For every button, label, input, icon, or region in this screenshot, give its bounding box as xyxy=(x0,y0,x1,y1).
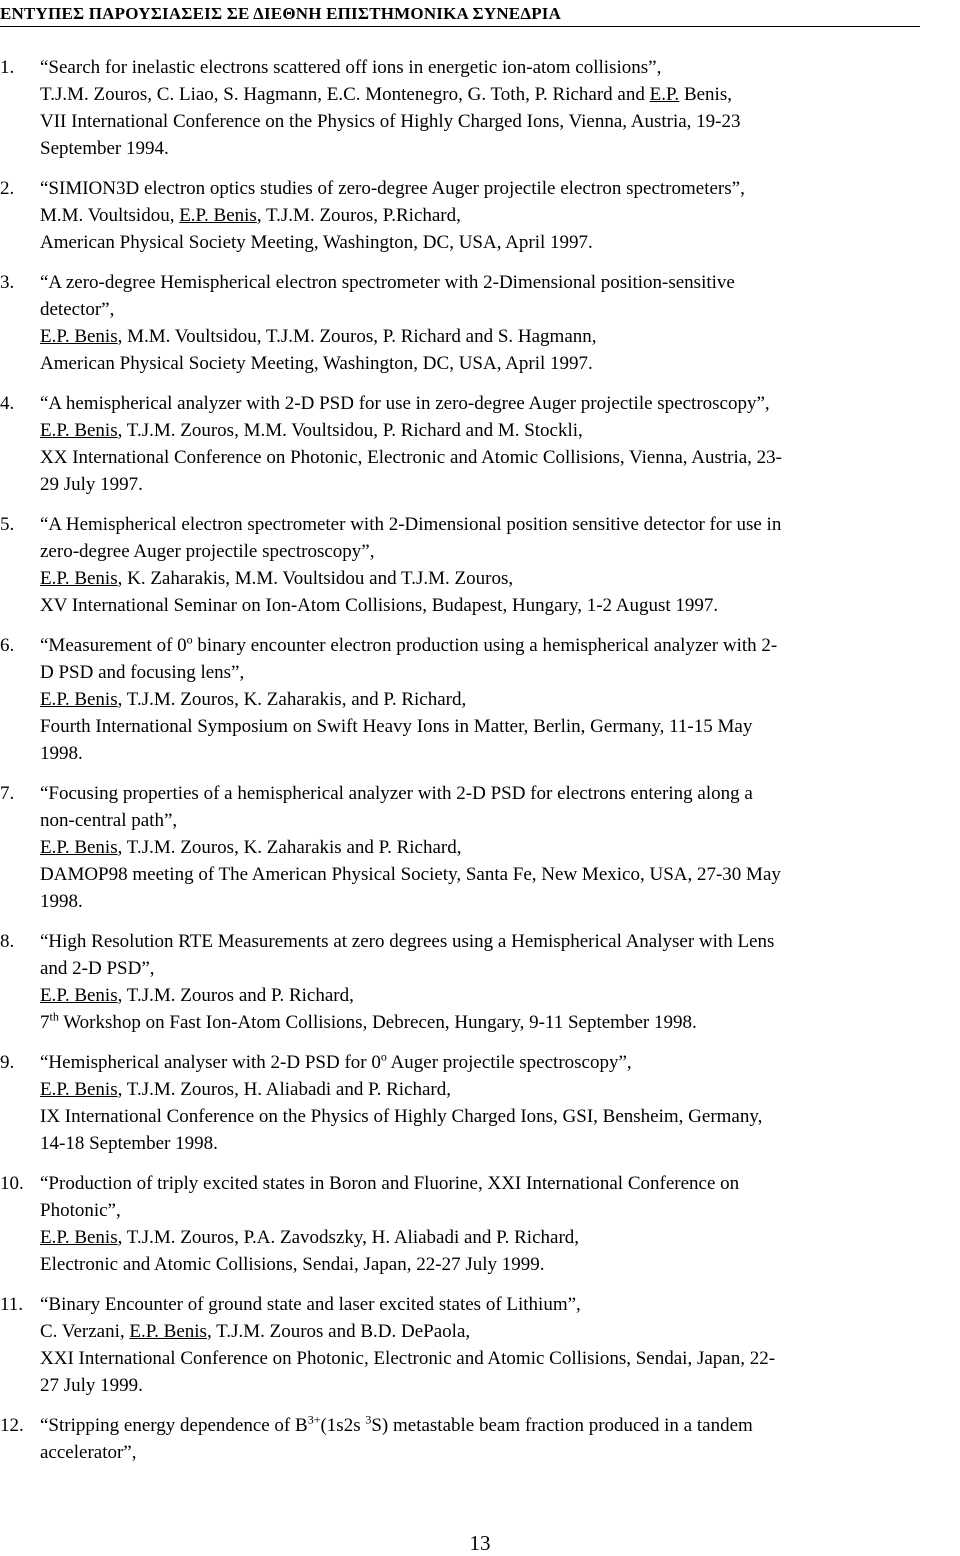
underlined-author: E.P. Benis xyxy=(40,689,118,710)
text-segment: , T.J.M. Zouros, K. Zaharakis and P. Richard, xyxy=(117,837,462,858)
publication-entry xyxy=(0,780,960,915)
publication-entry xyxy=(0,175,960,256)
entry-line xyxy=(40,592,958,619)
text-segment: , M.M. Voultsidou, T.J.M. Zouros, P. Richard and S. Hagmann, xyxy=(117,326,597,347)
entry-body xyxy=(40,1412,960,1466)
entry-line xyxy=(40,888,958,915)
entry-line xyxy=(40,390,958,417)
text-segment: XV International Seminar on Ion-Atom Collisions, Budapest, Hungary, 1-2 August 1997. xyxy=(40,595,719,616)
entry-body xyxy=(40,390,960,498)
text-segment: Auger projectile spectroscopy”, xyxy=(386,1052,632,1073)
publication-entry xyxy=(0,511,960,619)
underlined-author: E.P. Benis xyxy=(40,1079,118,1100)
text-segment: D PSD and focusing lens”, xyxy=(40,662,245,683)
text-segment: detector”, xyxy=(40,299,115,320)
text-segment: “Binary Encounter of ground state and laser excited states of Lithium”, xyxy=(40,1294,581,1315)
entry-line xyxy=(40,659,958,686)
superscript: th xyxy=(49,1009,59,1024)
text-segment: accelerator”, xyxy=(40,1442,137,1463)
publication-entry xyxy=(0,269,960,377)
text-segment: binary encounter electron production using a hemispherical analyzer with 2- xyxy=(192,635,778,656)
entry-line xyxy=(40,834,958,861)
entry-line xyxy=(40,1439,958,1466)
entry-line xyxy=(40,1130,958,1157)
text-segment: zero-degree Auger projectile spectroscopy”, xyxy=(40,541,375,562)
entry-line xyxy=(40,417,958,444)
underlined-author: E.P. Benis xyxy=(40,420,118,441)
text-segment: 27 July 1999. xyxy=(40,1375,143,1396)
text-segment: Fourth International Symposium on Swift Heavy Ions in Matter, Berlin, Germany, 11-15 May xyxy=(40,716,753,737)
text-segment: 7 xyxy=(40,1012,50,1033)
entry-body xyxy=(40,54,960,162)
entry-body xyxy=(40,780,960,915)
entry-line xyxy=(40,229,958,256)
text-segment: XXI International Conference on Photonic, Electronic and Atomic Collisions, Sendai, Japan, 22- xyxy=(40,1348,776,1369)
text-segment: “Measurement of 0 xyxy=(40,635,187,656)
entry-body xyxy=(40,1170,960,1278)
entry-body xyxy=(40,269,960,377)
underlined-author: E.P. xyxy=(649,84,680,105)
entry-line xyxy=(40,713,958,740)
underlined-author: E.P. Benis xyxy=(129,1321,207,1342)
entry-line xyxy=(40,350,958,377)
entry-line xyxy=(40,740,958,767)
text-segment: , T.J.M. Zouros, K. Zaharakis, and P. Richard, xyxy=(117,689,467,710)
text-segment: VII International Conference on the Physics of Highly Charged Ions, Vienna, Austria, 19-23 xyxy=(40,111,741,132)
publication-entry xyxy=(0,1049,960,1157)
superscript: 3+ xyxy=(307,1412,321,1427)
entry-line xyxy=(40,269,958,296)
text-segment: “A Hemispherical electron spectrometer with 2-Dimensional position sensitive detector for use in xyxy=(40,514,782,535)
entry-line xyxy=(40,511,958,538)
entry-line xyxy=(40,444,958,471)
entry-line xyxy=(40,1103,958,1130)
entry-number: 8. xyxy=(0,931,15,952)
text-segment: Workshop on Fast Ion-Atom Collisions, Debrecen, Hungary, 9-11 September 1998. xyxy=(58,1012,697,1033)
text-segment: , T.J.M. Zouros, M.M. Voultsidou, P. Richard and M. Stockli, xyxy=(117,420,583,441)
entry-line xyxy=(40,538,958,565)
entry-line xyxy=(40,1251,958,1278)
underlined-author: E.P. Benis xyxy=(179,205,257,226)
text-segment: 14-18 September 1998. xyxy=(40,1133,218,1154)
entry-number: 6. xyxy=(0,635,15,656)
entry-number: 12. xyxy=(0,1415,24,1436)
superscript: o xyxy=(186,632,193,647)
entry-number: 1. xyxy=(0,57,15,78)
text-segment: “Search for inelastic electrons scattered off ions in energetic ion-atom collisions”, xyxy=(40,57,662,78)
entry-line xyxy=(40,982,958,1009)
text-segment: C. Verzani, xyxy=(40,1321,130,1342)
entry-number: 11. xyxy=(0,1294,24,1315)
entry-number: 2. xyxy=(0,178,15,199)
underlined-author: E.P. Benis xyxy=(40,326,118,347)
entry-number: 3. xyxy=(0,272,15,293)
text-segment: , T.J.M. Zouros, P.A. Zavodszky, H. Aliabadi and P. Richard, xyxy=(117,1227,580,1248)
entry-line xyxy=(40,955,958,982)
publication-entry xyxy=(0,632,960,767)
entry-line xyxy=(40,928,958,955)
text-segment: S) metastable beam fraction produced in a tandem xyxy=(371,1415,753,1436)
text-segment: “SIMION3D electron optics studies of zero-degree Auger projectile electron spectrometers”, xyxy=(40,178,745,199)
text-segment: 1998. xyxy=(40,891,83,912)
entry-body xyxy=(40,1049,960,1157)
entry-line xyxy=(40,565,958,592)
entry-number: 4. xyxy=(0,393,15,414)
text-segment: T.J.M. Zouros, C. Liao, S. Hagmann, E.C. Montenegro, G. Toth, P. Richard and xyxy=(40,84,650,105)
publication-list xyxy=(0,54,960,1479)
entry-line xyxy=(40,1412,958,1439)
text-segment: “Stripping energy dependence of B xyxy=(40,1415,308,1436)
entry-line xyxy=(40,1372,958,1399)
underlined-author: E.P. Benis xyxy=(40,985,118,1006)
text-segment: IX International Conference on the Physics of Highly Charged Ions, GSI, Bensheim, Germany, xyxy=(40,1106,763,1127)
text-segment: DAMOP98 meeting of The American Physical Society, Santa Fe, New Mexico, USA, 27-30 May xyxy=(40,864,781,885)
page-number: 13 xyxy=(469,1531,491,1555)
entry-line xyxy=(40,1345,958,1372)
superscript: o xyxy=(380,1049,387,1064)
entry-line xyxy=(40,686,958,713)
text-segment: , T.J.M. Zouros and B.D. DePaola, xyxy=(206,1321,471,1342)
entry-line xyxy=(40,202,958,229)
text-segment: 1998. xyxy=(40,743,83,764)
text-segment: “High Resolution RTE Measurements at zero degrees using a Hemispherical Analyser with Lens xyxy=(40,931,775,952)
entry-body xyxy=(40,928,960,1036)
entry-body xyxy=(40,175,960,256)
publication-entry xyxy=(0,928,960,1036)
entry-number: 9. xyxy=(0,1052,15,1073)
entry-line xyxy=(40,108,958,135)
superscript: 3 xyxy=(365,1412,372,1427)
entry-line xyxy=(40,1197,958,1224)
text-segment: American Physical Society Meeting, Washington, DC, USA, April 1997. xyxy=(40,353,593,374)
entry-line xyxy=(40,861,958,888)
publication-entry xyxy=(0,1291,960,1399)
publication-entry xyxy=(0,54,960,162)
entry-line xyxy=(40,135,958,162)
text-segment: non-central path”, xyxy=(40,810,178,831)
text-segment: Photonic”, xyxy=(40,1200,121,1221)
entry-line xyxy=(40,323,958,350)
text-segment: M.M. Voultsidou, xyxy=(40,205,180,226)
text-segment: , T.J.M. Zouros, P.Richard, xyxy=(256,205,461,226)
text-segment: “Focusing properties of a hemispherical analyzer with 2-D PSD for electrons entering along a xyxy=(40,783,753,804)
underlined-author: E.P. Benis xyxy=(40,568,118,589)
entry-line xyxy=(40,175,958,202)
underlined-author: E.P. Benis xyxy=(40,1227,118,1248)
publication-entry xyxy=(0,390,960,498)
entry-body xyxy=(40,632,960,767)
entry-line xyxy=(40,1009,958,1036)
entry-number: 5. xyxy=(0,514,15,535)
entry-line xyxy=(40,296,958,323)
entry-line xyxy=(40,1049,958,1076)
entry-line xyxy=(40,471,958,498)
text-segment: “Hemispherical analyser with 2-D PSD for 0 xyxy=(40,1052,381,1073)
entry-number: 10. xyxy=(0,1173,24,1194)
entry-body xyxy=(40,1291,960,1399)
entry-line xyxy=(40,632,958,659)
text-segment: XX International Conference on Photonic, Electronic and Atomic Collisions, Vienna, Austria, 23- xyxy=(40,447,782,468)
publication-entry xyxy=(0,1412,960,1466)
text-segment: “A zero-degree Hemispherical electron spectrometer with 2-Dimensional position-sensitive xyxy=(40,272,735,293)
entry-line xyxy=(40,807,958,834)
entry-number: 7. xyxy=(0,783,15,804)
text-segment: , T.J.M. Zouros, H. Aliabadi and P. Richard, xyxy=(117,1079,451,1100)
text-segment: “Production of triply excited states in Boron and Fluorine, XXI International Conference on xyxy=(40,1173,740,1194)
text-segment: American Physical Society Meeting, Washington, DC, USA, April 1997. xyxy=(40,232,593,253)
page-header: ΕΝΤΥΠΕΣ ΠΑΡΟΥΣΙΑΣΕΙΣ ΣΕ ΔΙΕΘΝΗ ΕΠΙΣΤΗΜΟΝΙΚΑ ΣΥΝΕΔΡΙΑ xyxy=(0,4,920,27)
text-segment: Benis, xyxy=(679,84,732,105)
entry-line xyxy=(40,81,958,108)
text-segment: , K. Zaharakis, M.M. Voultsidou and T.J.M. Zouros, xyxy=(117,568,514,589)
entry-line xyxy=(40,1076,958,1103)
text-segment: (1s2s xyxy=(320,1415,366,1436)
text-segment: and 2-D PSD”, xyxy=(40,958,155,979)
text-segment: Electronic and Atomic Collisions, Sendai, Japan, 22-27 July 1999. xyxy=(40,1254,545,1275)
entry-line xyxy=(40,780,958,807)
entry-line xyxy=(40,1318,958,1345)
text-segment: “A hemispherical analyzer with 2-D PSD for use in zero-degree Auger projectile spectroscopy”, xyxy=(40,393,770,414)
entry-line xyxy=(40,1291,958,1318)
text-segment: September 1994. xyxy=(40,138,169,159)
entry-line xyxy=(40,54,958,81)
entry-body xyxy=(40,511,960,619)
underlined-author: E.P. Benis xyxy=(40,837,118,858)
text-segment: 29 July 1997. xyxy=(40,474,143,495)
publication-entry xyxy=(0,1170,960,1278)
entry-line xyxy=(40,1170,958,1197)
text-segment: , T.J.M. Zouros and P. Richard, xyxy=(117,985,354,1006)
entry-line xyxy=(40,1224,958,1251)
